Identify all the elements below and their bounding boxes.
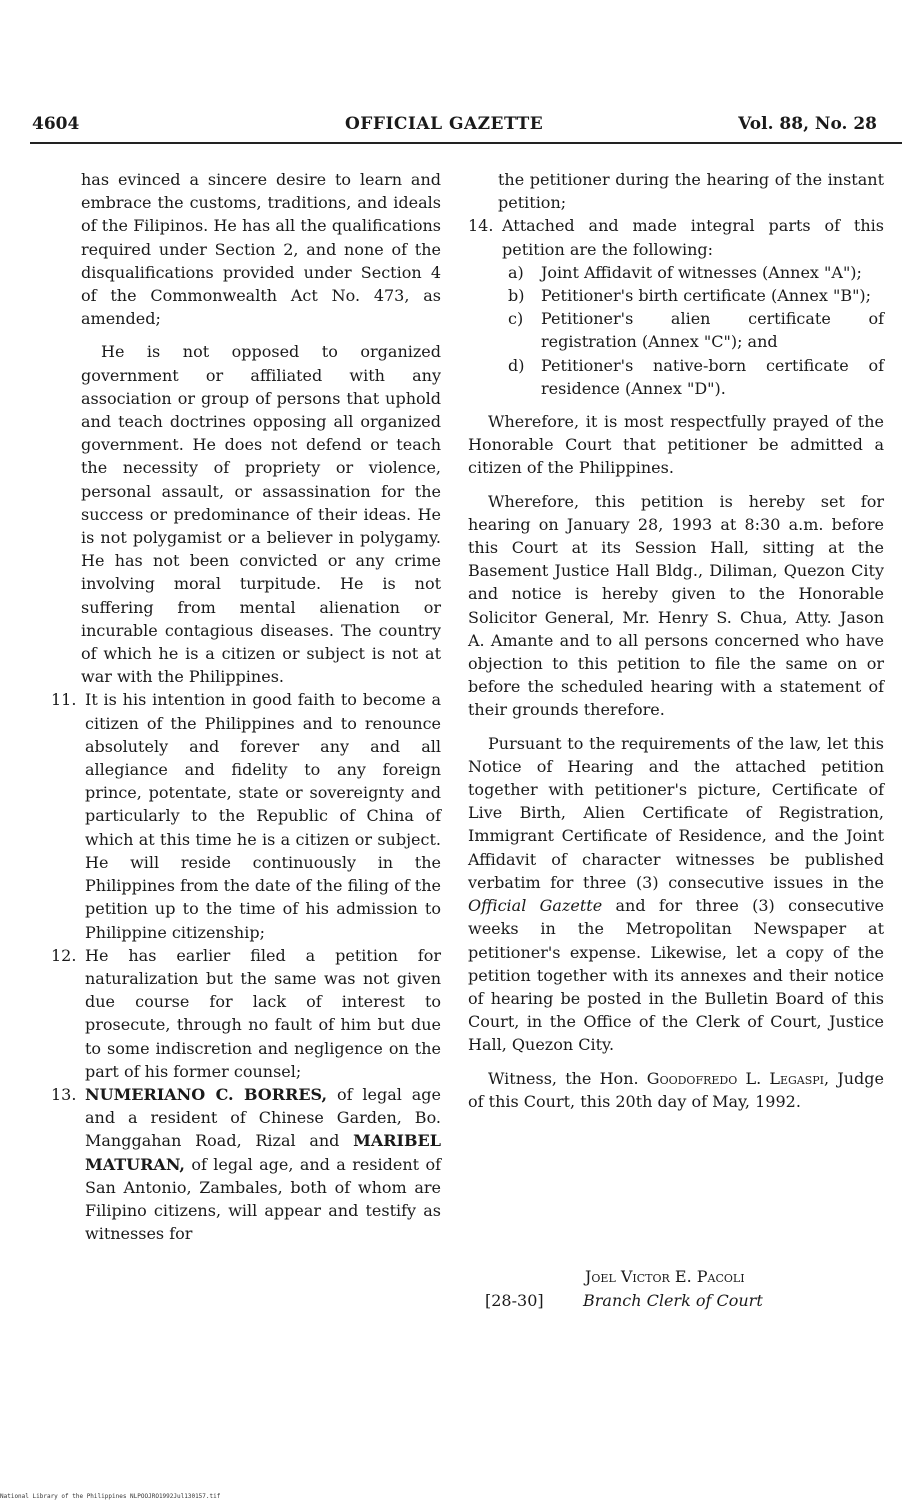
header-rule [30,142,902,144]
issue-reference: [28-30] [485,1291,544,1310]
witness-text-2: Judge of this Court, this 20th day of May, 1992. [468,1068,885,1111]
annex-text: Petitioner's native-born certificate of residence (Annex "D"). [541,355,884,398]
annex-label: d) [508,355,525,375]
left-column [51,168,441,1245]
witness-name-1: NUMERIANO C. BORRES, [85,1084,328,1104]
witness-name-2: MARIBEL MATURAN, [85,1131,441,1174]
item-text [85,1083,441,1245]
annex-text: Joint Affidavit of witnesses (Annex "A"); [541,262,862,282]
publication-title: OFFICIAL GAZETTE [345,114,544,134]
annex-label: b) [508,286,525,306]
witness-details-1: of legal age and a resident of Chinese Garden, Bo. Manggahan Road, Rizal and [85,1084,442,1151]
item-number: 12. [51,945,77,965]
annex-text: Petitioner's birth certificate (Annex "B"); [541,286,872,306]
paragraph-prayer: Wherefore, it is most respectfully prayed of the Honorable Court that petitioner be admitted a citizen of the Philippines. [468,412,884,478]
clerk-name: Joel Victor E. Pacoli [585,1267,745,1286]
annex-item [468,261,884,284]
item-number: 11. [51,690,77,710]
paragraph-not-opposed: He is not opposed to organized government or affiliated with any association or group of persons that uphold and teach doctrines opposing all organized government. He does not defend or teach the necessity of propriety or violence, personal assault, or assassination for the success or predominance of their ideas. He is not polygamist or a believer in polygamy. He has not been convicted or any crime involving moral turpitude. He is not suffering from mental alienation or incurable contagious diseases. The country of which he is a citizen or subject is not at war with the Philippines. [81,342,441,687]
annex-item [468,354,884,400]
item-11 [51,688,441,943]
signature-block [485,1265,885,1313]
paragraph-qualifications: has evinced a sincere desire to learn and embrace the customs, traditions, and ideals of the Filipinos. He has all the qualifications required under Section 2, and none of the disqualifications provided under Section 4 of the Commonwealth Act No. 473, as amended; [81,170,441,329]
item-text: Attached and made integral parts of this petition are the following: [502,216,884,259]
item-text: He has earlier filed a petition for naturalization but the same was not given due course for lack of interest to prosecute, through no fault of him but due to some indiscretion and negligence on the part of his former counsel; [85,945,441,1081]
volume-number: Vol. 88, No. 28 [738,114,877,134]
right-column [468,168,884,1113]
publication-text-1: Pursuant to the requirements of the law, let this Notice of Hearing and the attached petition together with petitioner's picture, Certificate of Live Birth, Alien Certificate of Registration, Immigrant Certificate of Residence, and the Joint Affidavit of character witnesses be published verbatim for three (3) consecutive issues in the [468,733,884,892]
paragraph-witness [468,1067,884,1113]
judge-name: Goodofredo L. Legaspi, [646,1068,830,1088]
annex-label: a) [508,262,524,282]
publication-text-2: and for three (3) consecutive weeks in the Metropolitan Newspaper at petitioner's expense. Likewise, let a copy of the petition together with its annexes and their notice of hearing be posted in the Bulletin Board of this Court, in the Office of the Clerk of Court, Justice Hall, Quezon City. [468,896,884,1055]
gazette-name: Official Gazette [468,896,603,916]
annex-label: c) [508,309,524,329]
witness-details-2: of legal age, and a resident of San Antonio, Zambales, both of whom are Filipino citizens, will appear and testify as witnesses for [85,1154,441,1244]
page-header [32,114,877,136]
item-number: 13. [51,1084,77,1104]
annex-text: Petitioner's alien certificate of registration (Annex "C"); and [541,309,884,352]
item-13 [51,1083,441,1245]
paragraph-publication [468,732,884,1057]
annex-item [468,307,884,353]
item-number: 14. [468,216,494,236]
item-12 [51,944,441,1083]
clerk-title: Branch Clerk of Court [583,1291,763,1310]
item-text: It is his intention in good faith to become a citizen of the Philippines and to renounce absolutely and forever any and all allegiance and fidelity to any foreign prince, potentate, state or sovereignty and particularly to the Republic of China of which at this time he is a citizen or subject. He will reside continuously in the Philippines from the date of the filing of the petition up to the time of his admission to Philippine citizenship; [85,690,441,942]
scan-footer: National Library of the Philippines NLPOOJRO1992Jul130157.tif [0,1493,221,1500]
page-number: 4604 [32,114,80,134]
paragraph-continuation: the petitioner during the hearing of the instant petition; [498,170,884,213]
item-14 [468,214,884,260]
witness-text-1: Witness, the Hon. [488,1068,647,1088]
annex-item [468,284,884,307]
paragraph-hearing: Wherefore, this petition is hereby set for hearing on January 28, 1993 at 8:30 a.m. before this Court at its Session Hall, sitting at the Basement Justice Hall Bldg., Diliman, Quezon City and notice is hereby given to the Honorable Solicitor General, Mr. Henry S. Chua, Atty. Jason A. Amante and to all persons concerned who have objection to this petition to file the same on or before the scheduled hearing with a statement of their grounds therefore. [468,491,884,720]
